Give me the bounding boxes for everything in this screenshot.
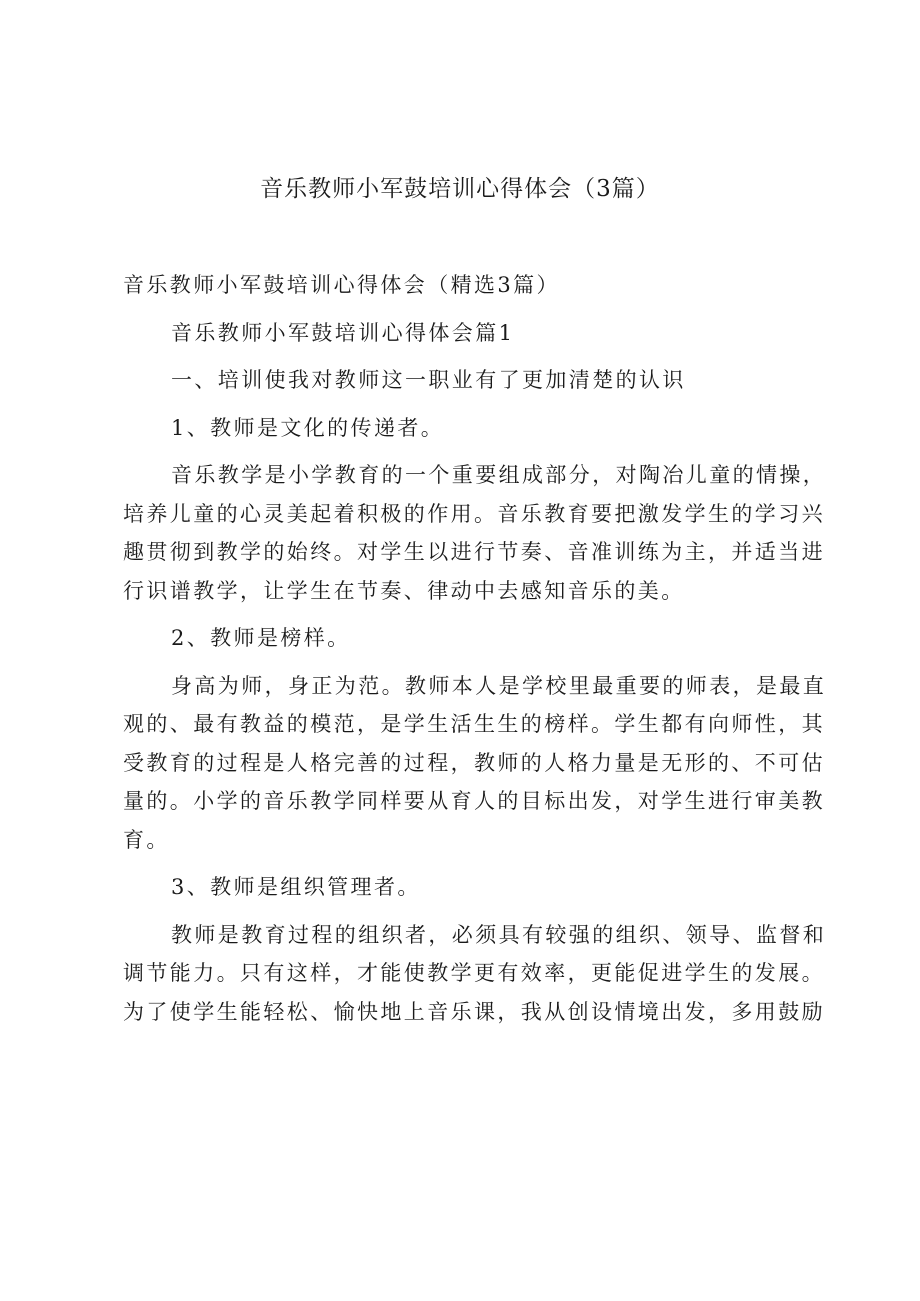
paragraph-line: 培养儿童的心灵美起着积极的作用。音乐教育要把激发学生的学习兴 (123, 501, 825, 526)
paragraph-line: 调节能力。只有这样，才能使教学更有效率，更能促进学生的发展。 (123, 961, 825, 985)
point-heading: 一、培训使我对教师这一职业有了更加清楚的认识 (171, 368, 686, 392)
paragraph-line: 受教育的过程是人格完善的过程，教师的人格力量是无形的、不可估 (123, 750, 825, 775)
paragraph-line: 育。 (123, 827, 170, 852)
item2-paragraph (123, 667, 827, 860)
item2-heading: 2、教师是榜样。 (171, 626, 351, 650)
paragraph-line: 观的、最有教益的模范，是学生活生生的榜样。学生都有向师性，其 (123, 712, 825, 736)
paragraph-line: 教师是教育过程的组织者，必须具有较强的组织、领导、监督和 (171, 922, 827, 947)
paragraph-line: 行识谱教学，让学生在节奏、律动中去感知音乐的美。 (123, 578, 685, 603)
item3-heading: 3、教师是组织管理者。 (171, 875, 421, 899)
subtitle: 音乐教师小军鼓培训心得体会（精选3篇） (123, 273, 560, 297)
section-heading: 音乐教师小军鼓培训心得体会篇1 (171, 320, 515, 345)
paragraph-line: 音乐教学是小学教育的一个重要组成部分，对陶冶儿童的情操， (171, 463, 827, 487)
item1-heading: 1、教师是文化的传递者。 (171, 415, 445, 440)
paragraph-line: 趣贯彻到教学的始终。对学生以进行节奏、音准训练为主，并适当进 (123, 540, 825, 564)
document-body (123, 266, 827, 1040)
paragraph-line: 量的。小学的音乐教学同样要从育人的目标出发，对学生进行审美教 (123, 789, 825, 813)
paragraph-line: 为了使学生能轻松、愉快地上音乐课，我从创设情境出发，多用鼓励 (123, 999, 825, 1024)
item1-paragraph (123, 456, 827, 610)
paragraph-line: 身高为师，身正为范。教师本人是学校里最重要的师表，是最直 (171, 673, 827, 698)
document-title: 音乐教师小军鼓培训心得体会（3篇） (260, 176, 660, 202)
item3-paragraph (123, 916, 827, 1032)
